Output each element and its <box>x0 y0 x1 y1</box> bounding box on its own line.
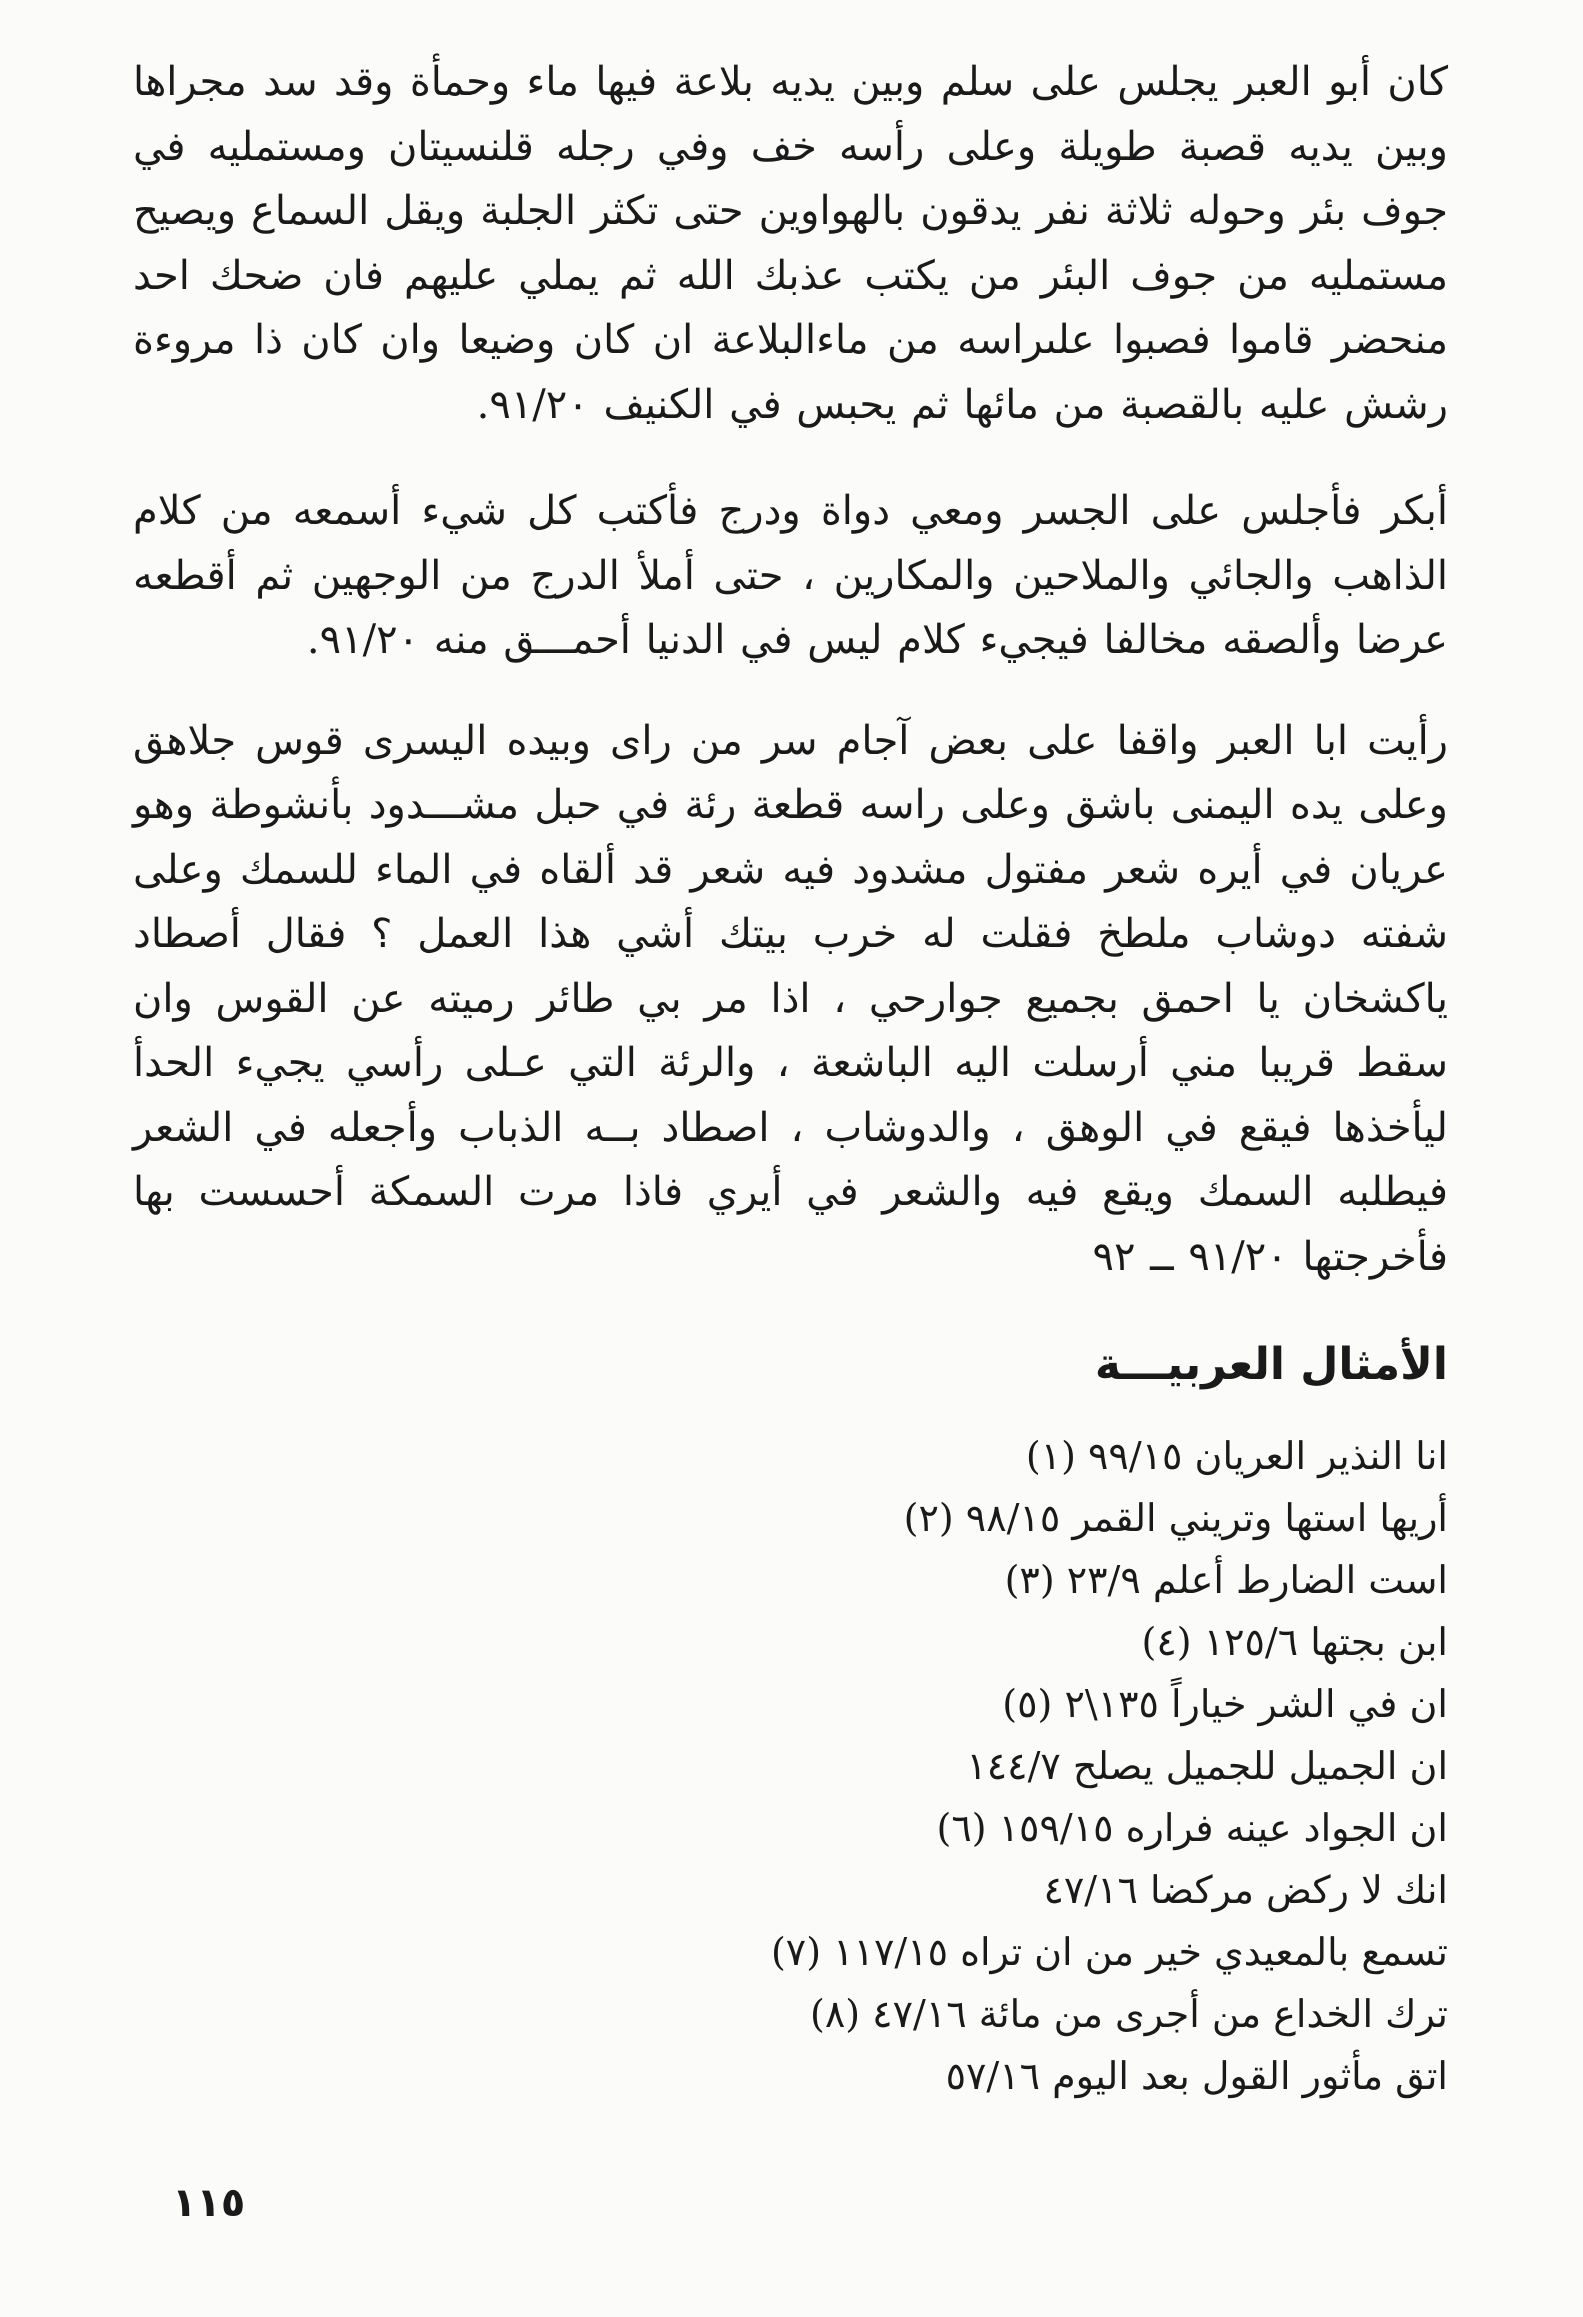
proverb-item: ان الجميل للجميل يصلح ١٤٤/٧ <box>966 1744 1448 1788</box>
page-content <box>133 50 1448 2107</box>
paragraph-hunting-with-all-limbs: رأيت ابا العبر واقفا على بعض آجام سر من راى وبيده اليسرى قوس جلاهق وعلى يده اليمنى باشق وعلى راسه قطعة رئة في حبل مشـــدود بأنشوطة وهو عريان في أيره شعر مفتول مشدود فيه شعر قد ألقاه في الماء للسمك وعلى شفته دوشاب ملطخ فقلت له خرب بيتك أشي هذا العمل ؟ فقال أصطاد ياكشخان يا احمق بجميع جوارحي ، اذا مر بي طائر رميته عن القوس وان سقط قريبا مني أرسلت اليه الباشعة ، والرئة التي عـلى رأسي يجيء الحدأ ليأخذها فيقع في الوهق ، والدوشاب ، اصطاد بــه الذباب وأجعله في الشعر فيطلبه السمك ويقع فيه والشعر في أيري فاذا مرت السمكة أحسست بها فأخرجتها ٩١/٢٠ ــ ٩٢ <box>133 717 1448 1280</box>
proverb-item: انا النذير العريان ٩٩/١٥ (١) <box>1025 1434 1448 1478</box>
page-number: ١١٥ <box>172 2180 246 2226</box>
paragraph-abu-al-ibar-sitting: كان أبو العبر يجلس على سلم وبين يديه بلاعة فيها ماء وحمأة وقد سد مجراها وبين يديه قصبة طويلة وعلى رأسه خف وفي رجله قلنسيتان ومستمليه في جوف بئر وحوله ثلاثة نفر يدقون بالهواوين حتى تكثر الجلبة ويقل السماع ويصيح مستمليه من جوف البئر من يكتب عذبك الله ثم يملي عليهم فان ضحك احد منحضر قاموا فصبوا علىراسه من ماءالبلاعة ان كان وضيعا وان كان ذا مروءة رشش عليه بالقصبة من مائها ثم يحبس في الكنيف ٩١/٢٠. <box>133 59 1448 428</box>
section-title-arabic-proverbs: الأمثال العربيـــة <box>1094 1339 1448 1390</box>
proverb-item: ترك الخداع من أجرى من مائة ٤٧/١٦ (٨) <box>810 1992 1448 2036</box>
proverb-item: ان الجواد عينه فراره ١٥٩/١٥ (٦) <box>936 1806 1448 1850</box>
proverb-item: ابن بجتها ١٢٥/٦ (٤) <box>1141 1620 1448 1664</box>
proverb-list <box>133 1425 1448 2107</box>
proverb-item: اتق مأثور القول بعد اليوم ٥٧/١٦ <box>945 2054 1448 2098</box>
proverb-item: است الضارط أعلم ٢٣/٩ (٣) <box>1004 1558 1448 1602</box>
proverb-item: ان في الشر خياراً ١٣٥\٢ (٥) <box>1002 1682 1448 1726</box>
proverb-item: تسمع بالمعيدي خير من ان تراه ١١٧/١٥ (٧) <box>770 1930 1448 1974</box>
paragraph-writing-on-bridge: أبكر فأجلس على الجسر ومعي دواة ودرج فأكتب كل شيء أسمعه من كلام الذاهب والجائي والملاحين والمكارين ، حتى أملأ الدرج من الوجهين ثم أقطعه عرضا وألصقه مخالفا فيجيء كلام ليس في الدنيا أحمـــق منه ٩١/٢٠. <box>133 488 1448 663</box>
proverb-item: أريها استها وتريني القمر ٩٨/١٥ (٢) <box>903 1496 1448 1540</box>
proverb-item: انك لا ركض مركضا ٤٧/١٦ <box>1043 1868 1448 1912</box>
